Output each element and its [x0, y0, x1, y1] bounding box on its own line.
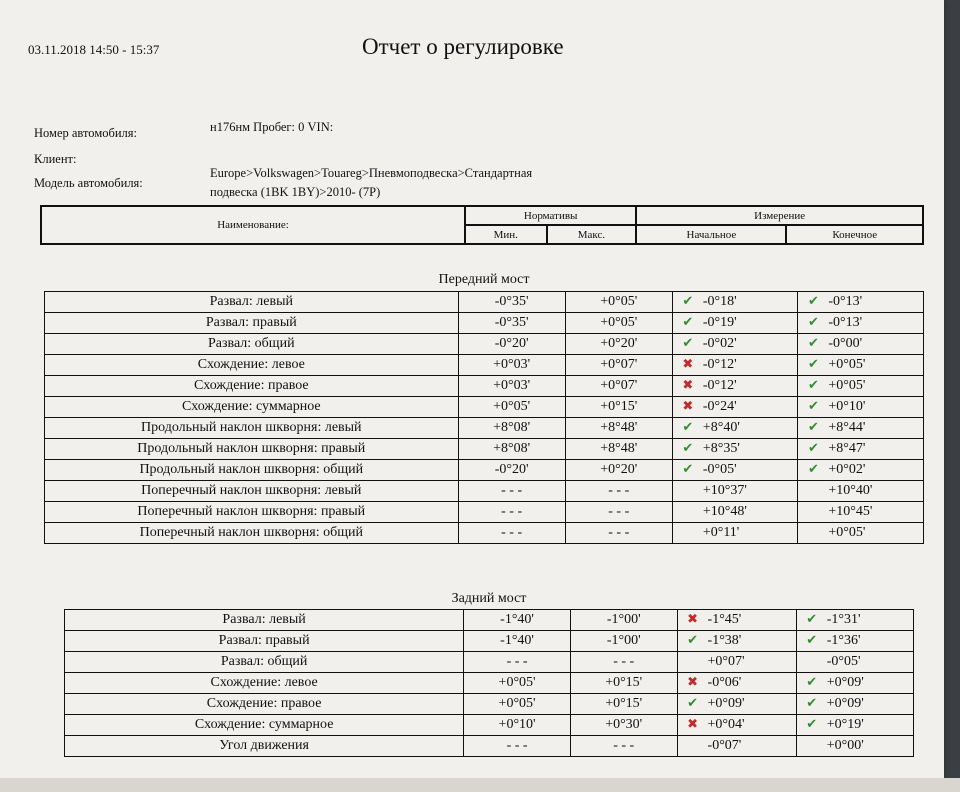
header-name: Наименование:: [41, 206, 465, 244]
measurement-final: [798, 397, 924, 418]
measurement-value: -0°12': [702, 357, 737, 372]
parameter-name: Схождение: левое: [65, 673, 464, 694]
measurement-initial: [672, 313, 798, 334]
measurement-value: -1°31': [826, 612, 861, 627]
measurement-value: -0°24': [702, 399, 737, 414]
measurement-value: +8°44': [828, 420, 866, 435]
parameter-name: Схождение: правое: [65, 694, 464, 715]
measurement-value: +0°07': [707, 654, 745, 669]
header-max: Макс.: [547, 225, 637, 244]
norm-min: - - -: [464, 652, 571, 673]
table-row: [45, 439, 924, 460]
parameter-name: Поперечный наклон шкворня: левый: [45, 481, 459, 502]
table-row: [65, 631, 914, 652]
rear-axle-title: Задний мост: [451, 591, 527, 606]
table-row: [65, 652, 914, 673]
check-icon: ✔: [806, 633, 818, 648]
check-icon: ✔: [807, 336, 819, 351]
parameter-name: Развал: правый: [65, 631, 464, 652]
measurement-value: +0°09': [826, 675, 864, 690]
measurement-value: +8°35': [702, 441, 740, 456]
measurement-initial: [672, 481, 798, 502]
norm-min: - - -: [458, 523, 565, 544]
norm-max: +0°05': [565, 313, 672, 334]
norm-min: -0°20': [458, 460, 565, 481]
measurement-initial: [677, 631, 796, 652]
measurement-final: [798, 481, 924, 502]
parameter-name: Продольный наклон шкворня: общий: [45, 460, 459, 481]
measurement-final: [796, 736, 913, 757]
parameter-name: Схождение: правое: [45, 376, 459, 397]
monitor-bottom-edge: [0, 778, 960, 792]
norm-min: -0°35': [458, 292, 565, 313]
table-row: [65, 736, 914, 757]
model-value-line: Europe>Volkswagen>Touareg>Пневмоподвеска>Стандартная: [210, 166, 533, 180]
measurement-final: [796, 652, 913, 673]
measurement-final: [798, 460, 924, 481]
norm-min: +0°03': [458, 355, 565, 376]
check-icon: ✔: [807, 378, 819, 393]
check-icon: ✔: [682, 336, 694, 351]
measurement-value: +0°05': [828, 378, 866, 393]
measurement-value: -1°36': [826, 633, 861, 648]
header-measurement: Измерение: [636, 206, 923, 225]
table-row: [45, 334, 924, 355]
vehicle-number-label: Номер автомобиля:: [34, 126, 137, 140]
front-axle-title: Передний мост: [438, 272, 530, 287]
measurement-value: -0°05': [826, 654, 861, 669]
norm-min: -0°20': [458, 334, 565, 355]
measurement-value: +0°09': [826, 696, 864, 711]
cross-icon: ✖: [687, 612, 698, 627]
parameter-name: Поперечный наклон шкворня: правый: [45, 502, 459, 523]
table-row: [65, 673, 914, 694]
table-row: [45, 523, 924, 544]
check-icon: ✔: [807, 462, 819, 477]
check-icon: ✔: [682, 315, 694, 330]
measurement-value: +8°47': [828, 441, 866, 456]
measurement-value: -0°06': [707, 675, 742, 690]
measurement-value: -0°05': [702, 462, 737, 477]
check-icon: ✔: [687, 633, 698, 648]
measurement-value: +10°48': [702, 504, 747, 519]
norm-max: +0°20': [565, 460, 672, 481]
check-icon: ✔: [807, 357, 819, 372]
model-value-line: подвеска (1BK 1BY)>2010- (7P): [210, 185, 381, 199]
norm-max: - - -: [570, 736, 677, 757]
check-icon: ✔: [682, 420, 694, 435]
measurement-initial: [672, 439, 798, 460]
rear-axle-table: [64, 609, 914, 757]
header-norms: Нормативы: [465, 206, 636, 225]
norm-min: - - -: [464, 736, 571, 757]
cross-icon: ✖: [687, 675, 698, 690]
measurement-initial: [672, 292, 798, 313]
report-title: Отчет о регулировке: [362, 34, 564, 59]
norm-max: +0°30': [570, 715, 677, 736]
parameter-name: Развал: общий: [65, 652, 464, 673]
measurement-initial: [677, 652, 796, 673]
check-icon: ✔: [807, 420, 819, 435]
norm-min: +0°05': [458, 397, 565, 418]
norm-min: -1°40': [464, 631, 571, 652]
norm-max: +0°15': [565, 397, 672, 418]
cross-icon: ✖: [682, 399, 694, 414]
norm-max: +0°05': [565, 292, 672, 313]
norm-max: - - -: [565, 481, 672, 502]
parameter-name: Развал: правый: [45, 313, 459, 334]
measurement-initial: [672, 376, 798, 397]
measurement-initial: [672, 334, 798, 355]
table-row: [65, 694, 914, 715]
parameter-name: Развал: левый: [65, 610, 464, 631]
table-row: [65, 610, 914, 631]
measurement-value: +0°19': [826, 717, 864, 732]
measurement-value: -0°19': [702, 315, 737, 330]
cross-icon: ✖: [687, 717, 698, 732]
measurement-final: [796, 631, 913, 652]
measurement-value: +0°00': [826, 738, 864, 753]
measurement-value: +0°10': [828, 399, 866, 414]
parameter-name: Схождение: суммарное: [65, 715, 464, 736]
measurement-final: [796, 694, 913, 715]
header-initial: Начальное: [636, 225, 786, 244]
check-icon: ✔: [687, 696, 698, 711]
norm-max: - - -: [570, 652, 677, 673]
norm-min: - - -: [458, 481, 565, 502]
norm-min: +0°05': [464, 694, 571, 715]
measurement-final: [798, 376, 924, 397]
norm-max: +0°15': [570, 673, 677, 694]
measurement-initial: [677, 673, 796, 694]
measurement-initial: [677, 694, 796, 715]
norm-max: +8°48': [565, 439, 672, 460]
parameter-name: Продольный наклон шкворня: левый: [45, 418, 459, 439]
measurement-value: +0°09': [707, 696, 745, 711]
measurement-initial: [672, 460, 798, 481]
cross-icon: ✖: [682, 378, 694, 393]
measurement-value: -0°18': [702, 294, 737, 309]
measurement-value: -1°38': [707, 633, 742, 648]
parameter-name: Угол движения: [65, 736, 464, 757]
norm-min: +0°10': [464, 715, 571, 736]
norm-max: - - -: [565, 502, 672, 523]
measurement-value: +10°40': [828, 483, 873, 498]
header-min: Мин.: [465, 225, 547, 244]
check-icon: ✔: [806, 717, 818, 732]
norm-max: +0°15': [570, 694, 677, 715]
table-row: [65, 715, 914, 736]
norm-max: -1°00': [570, 631, 677, 652]
measurement-final: [796, 673, 913, 694]
measurement-value: -0°07': [707, 738, 742, 753]
measurement-value: -0°13': [828, 315, 863, 330]
measurement-initial: [677, 736, 796, 757]
check-icon: ✔: [806, 612, 818, 627]
table-row: [45, 418, 924, 439]
norm-min: +8°08': [458, 439, 565, 460]
table-row: [45, 397, 924, 418]
measurement-value: -0°00': [828, 336, 863, 351]
measurement-final: [798, 313, 924, 334]
measurement-final: [796, 610, 913, 631]
measurement-final: [798, 439, 924, 460]
measurement-value: -0°12': [702, 378, 737, 393]
check-icon: ✔: [807, 441, 819, 456]
header-final: Конечное: [786, 225, 923, 244]
model-value: [210, 164, 660, 202]
check-icon: ✔: [807, 399, 819, 414]
norm-max: +0°20': [565, 334, 672, 355]
table-row: [45, 355, 924, 376]
norm-min: +0°03': [458, 376, 565, 397]
norm-min: +0°05': [464, 673, 571, 694]
norm-min: +8°08': [458, 418, 565, 439]
check-icon: ✔: [682, 441, 694, 456]
measurement-final: [796, 715, 913, 736]
check-icon: ✔: [806, 675, 818, 690]
measurement-final: [798, 502, 924, 523]
model-label: Модель автомобиля:: [34, 176, 143, 190]
norm-min: -0°35': [458, 313, 565, 334]
front-axle-table: [44, 291, 924, 544]
norm-min: - - -: [458, 502, 565, 523]
cross-icon: ✖: [682, 357, 694, 372]
check-icon: ✔: [682, 294, 694, 309]
measurement-final: [798, 292, 924, 313]
measurement-value: +0°04': [707, 717, 745, 732]
norm-max: - - -: [565, 523, 672, 544]
vehicle-number-value: н176нм Пробег: 0 VIN:: [210, 120, 334, 134]
measurement-final: [798, 523, 924, 544]
norm-min: -1°40': [464, 610, 571, 631]
measurement-final: [798, 355, 924, 376]
measurement-initial: [677, 610, 796, 631]
check-icon: ✔: [682, 462, 694, 477]
measurement-value: -0°13': [828, 294, 863, 309]
measurement-final: [798, 418, 924, 439]
measurement-final: [798, 334, 924, 355]
measurement-initial: [672, 355, 798, 376]
check-icon: ✔: [806, 696, 818, 711]
report-timestamp: 03.11.2018 14:50 - 15:37: [28, 42, 160, 57]
table-row: [45, 502, 924, 523]
parameter-name: Продольный наклон шкворня: правый: [45, 439, 459, 460]
norm-max: +0°07': [565, 355, 672, 376]
measurement-value: +8°40': [702, 420, 740, 435]
norm-max: -1°00': [570, 610, 677, 631]
measurement-value: +10°45': [828, 504, 873, 519]
check-icon: ✔: [807, 294, 819, 309]
table-row: [45, 376, 924, 397]
parameter-name: Развал: левый: [45, 292, 459, 313]
client-label: Клиент:: [34, 152, 77, 166]
measurement-value: +10°37': [702, 483, 747, 498]
table-row: [45, 292, 924, 313]
norm-max: +8°48': [565, 418, 672, 439]
measurement-initial: [672, 397, 798, 418]
check-icon: ✔: [807, 315, 819, 330]
table-row: [45, 313, 924, 334]
measurement-initial: [672, 418, 798, 439]
parameter-name: Схождение: левое: [45, 355, 459, 376]
parameter-name: Поперечный наклон шкворня: общий: [45, 523, 459, 544]
measurement-value: +0°05': [828, 525, 866, 540]
table-row: [45, 481, 924, 502]
parameter-name: Развал: общий: [45, 334, 459, 355]
measurement-initial: [677, 715, 796, 736]
measurement-value: +0°02': [828, 462, 866, 477]
measurement-value: +0°11': [702, 525, 740, 540]
measurement-value: -1°45': [707, 612, 742, 627]
measurement-initial: [672, 502, 798, 523]
measurement-value: +0°05': [828, 357, 866, 372]
table-header: [40, 205, 924, 245]
table-row: [45, 460, 924, 481]
measurement-initial: [672, 523, 798, 544]
parameter-name: Схождение: суммарное: [45, 397, 459, 418]
norm-max: +0°07': [565, 376, 672, 397]
measurement-value: -0°02': [702, 336, 737, 351]
